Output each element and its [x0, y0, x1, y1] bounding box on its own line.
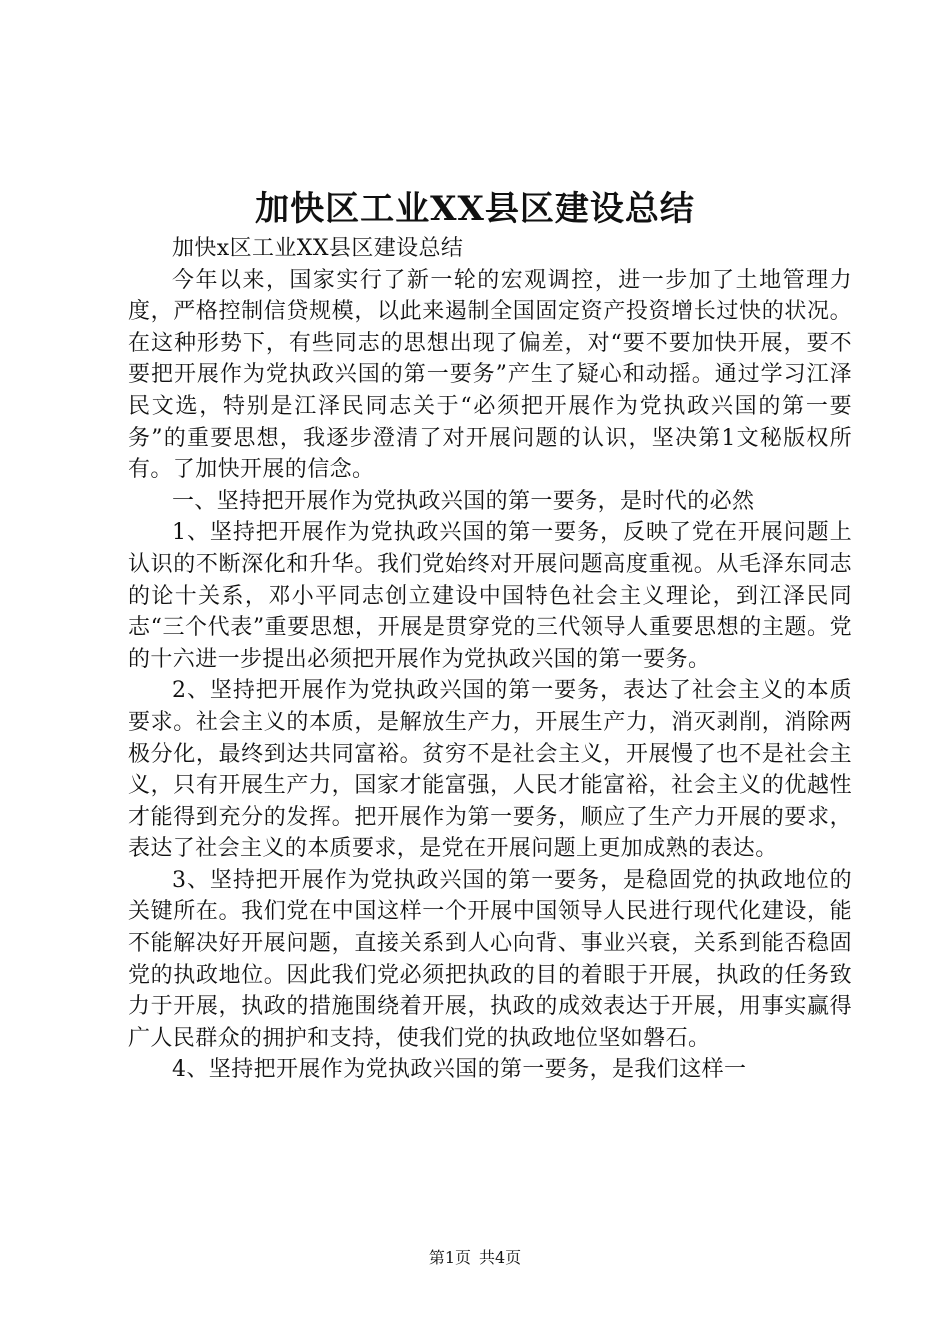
paragraph-point-3: 3、坚持把开展作为党执政兴国的第一要务，是稳固党的执政地位的关键所在。我们党在中国这样一个开展中国领导人民进行现代化建设，能不能解决好开展问题，直接关系到人心向背、事业兴衰，关系到能否稳固党的执政地位。因此我们党必须把执政的目的着眼于开展，执政的任务致力于开展，执政的措施围绕着开展，执政的成效表达于开展，用事实赢得广人民群众的拥护和支持，使我们党的执政地位坚如磐石。	[128, 867, 852, 1051]
paragraph-subtitle: 加快x区工业XX县区建设总结	[172, 236, 464, 261]
page-total: 共4页	[479, 1248, 522, 1267]
paragraph-intro: 今年以来，国家实行了新一轮的宏观调控，进一步加了土地管理力度，严格控制信贷规模，以此来遏制全国固定资产投资增长过快的状况。在这种形势下，有些同志的思想出现了偏差，对“要不要加快开展，要不要把开展作为党执政兴国的第一要务”产生了疑心和动摇。通过学习江泽民文选，特别是江泽民同志关于“必须把开展作为党执政兴国的第一要务”的重要思想，我逐步澄清了对开展问题的认识，坚决第1文秘版权所有。了加快开展的信念。	[128, 267, 852, 483]
paragraph-point-4: 4、坚持把开展作为党执政兴国的第一要务，是我们这样一	[172, 1057, 747, 1083]
paragraph-point-2: 2、坚持把开展作为党执政兴国的第一要务，表达了社会主义的本质要求。社会主义的本质，是解放生产力，开展生产力，消灭剥削，消除两极分化，最终到达共同富裕。贫穷不是社会主义，开展慢了也不是社会主义，只有开展生产力，国家才能富强，人民才能富裕，社会主义的优越性才能得到充分的发挥。把开展作为第一要务，顺应了生产力开展的要求，表达了社会主义的本质要求，是党在开展问题上更加成熟的表达。	[128, 678, 852, 862]
page-number: 第1页	[428, 1248, 471, 1267]
document-body	[128, 233, 852, 1086]
page-footer	[0, 1247, 950, 1269]
section-heading-1: 一、坚持把开展作为党执政兴国的第一要务，是时代的必然	[172, 488, 755, 514]
paragraph-point-1: 1、坚持把开展作为党执政兴国的第一要务，反映了党在开展问题上认识的不断深化和升华。我们党始终对开展问题高度重视。从毛泽东同志的论十关系，邓小平同志创立建设中国特色社会主义理论，到江泽民同志“三个代表”重要思想，开展是贯穿党的三代领导人重要思想的主题。党的十六进一步提出必须把开展作为党执政兴国的第一要务。	[128, 520, 852, 672]
document-title: 加快区工业XX县区建设总结	[255, 189, 695, 229]
